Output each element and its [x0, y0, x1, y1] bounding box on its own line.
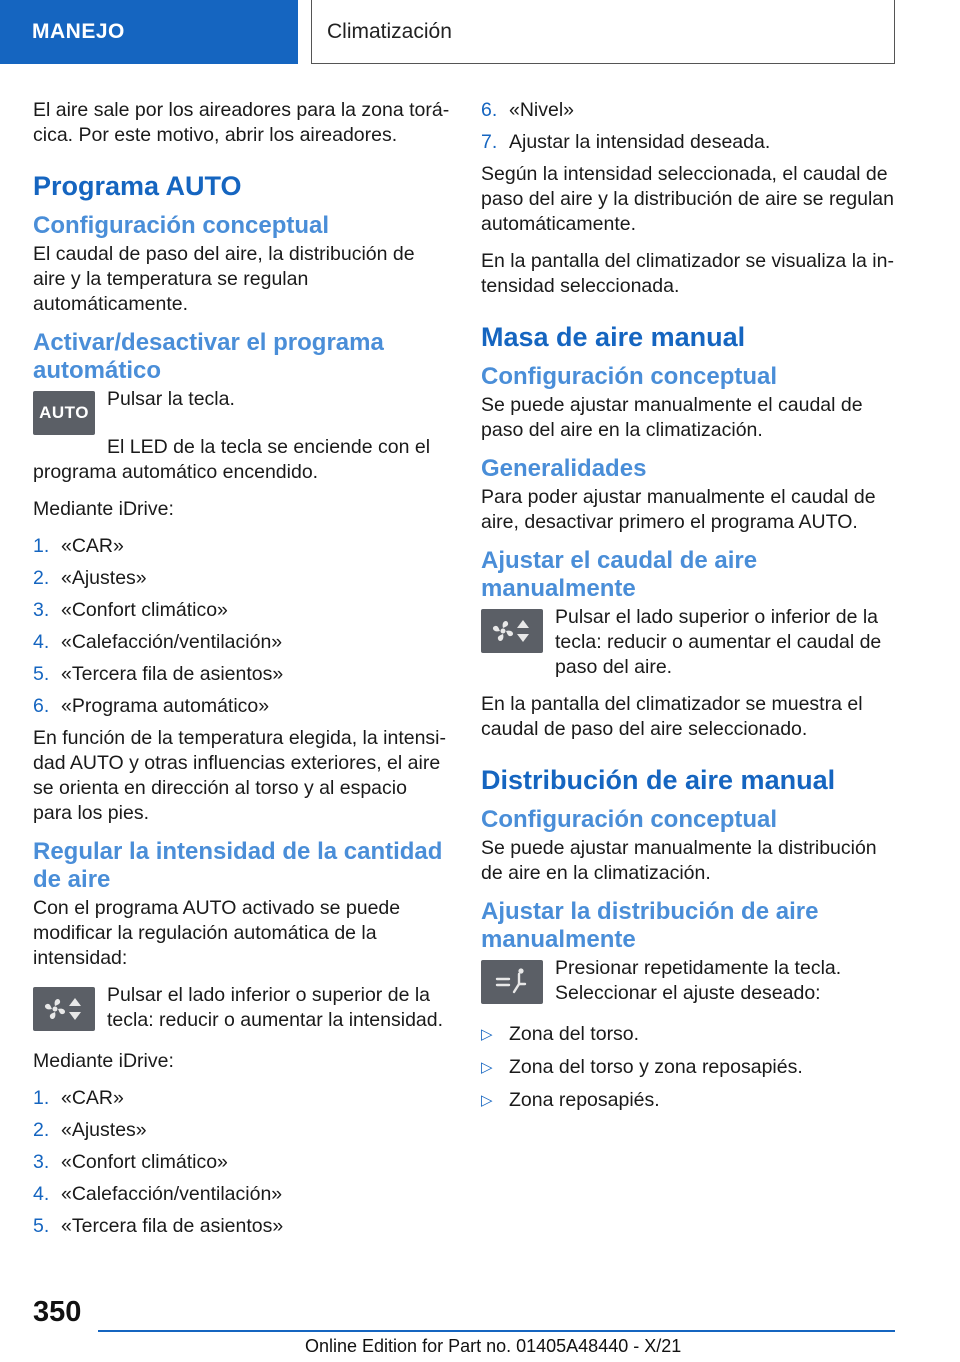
fan-updown-key-icon	[481, 609, 543, 653]
footer-divider	[98, 1330, 895, 1332]
heading-configuracion-2: Configuración conceptual	[481, 806, 778, 833]
list-item: 7. Ajustar la intensidad deseada.	[481, 131, 771, 153]
pantalla-paragraph: En la pantalla del climatizador se visualiza la intensidad seleccionada.	[481, 250, 894, 297]
key-instruction: Pulsar la tecla.	[107, 388, 235, 410]
triangle-bullet-icon: ▷	[481, 1026, 493, 1043]
config2-paragraph: Se puede ajustar manualmente la distribución de aire en la climatización.	[481, 837, 877, 884]
fan-icon	[483, 611, 541, 651]
page-number: 350	[33, 1296, 82, 1328]
triangle-bullet-icon: ▷	[481, 1059, 493, 1076]
fan-icon	[35, 989, 93, 1029]
heading-activar: Activar/desactivar el programa automático	[33, 329, 384, 384]
air-distribution-key-icon	[481, 960, 543, 1004]
idrive-label-2: Mediante iDrive:	[33, 1050, 174, 1072]
auto-key-icon: AUTO	[33, 391, 95, 435]
config-paragraph: El caudal de paso del aire, la distribución de aire y la temperatura se regulan automáticamente.	[33, 243, 415, 315]
caudal-key-instruction: Pulsar el lado superior o inferior de la tecla: reducir o aumentar el caudal de paso del aire.	[555, 606, 882, 678]
heading-distribucion: Distribución de aire manual	[481, 765, 836, 795]
led-paragraph: El LED de la tecla se enciende con el programa automático encendido.	[33, 436, 431, 483]
fan-key-block-2	[481, 605, 901, 680]
heading-configuracion-1: Configuración conceptual	[481, 363, 778, 390]
list-item: 6. «Nivel»	[481, 99, 575, 121]
left-column	[33, 98, 451, 1246]
list-item: 2. «Ajustes»	[33, 567, 147, 589]
list-item: 1. «CAR»	[33, 1087, 124, 1109]
steps-list-1	[33, 534, 451, 719]
heading-ajustar-distribucion: Ajustar la distribución de aire manualmente	[481, 898, 819, 953]
airdist-key-block	[481, 956, 901, 1010]
intro-paragraph: El aire sale por los aireadores para la zona torácica. Por este motivo, abrir los aireadores.	[33, 99, 450, 146]
list-item: 4. «Calefacción/ventilación»	[33, 631, 283, 653]
list-item: ▷ Zona del torso.	[481, 1023, 640, 1045]
edition-note: Online Edition for Part no. 01405A48440 - X/21	[305, 1336, 682, 1356]
steps-list-2	[33, 1086, 451, 1239]
segun-paragraph: Según la intensidad seleccionada, el caudal de paso del aire y la distribución de aire se regulan automáticamente.	[481, 163, 894, 235]
heading-masa-aire: Masa de aire manual	[481, 322, 746, 352]
list-item: 6. «Programa automático»	[33, 695, 270, 717]
air-distribution-icon	[483, 962, 541, 1002]
steps-list-3	[481, 98, 901, 155]
heading-configuracion: Configuración conceptual	[33, 212, 330, 239]
list-item: 2. «Ajustes»	[33, 1119, 147, 1141]
list-item: 1. «CAR»	[33, 535, 124, 557]
auto-key-block	[33, 387, 451, 441]
section-tab: MANEJO	[0, 0, 298, 64]
distribution-options	[481, 1022, 901, 1113]
heading-generalidades: Generalidades	[481, 455, 647, 482]
pantalla2-paragraph: En la pantalla del climatizador se muestra el caudal de paso del aire seleccionado.	[481, 693, 863, 740]
config1-paragraph: Se puede ajustar manualmente el caudal de paso del aire en la climatización.	[481, 394, 863, 441]
fan-key-instruction: Pulsar el lado inferior o superior de la tecla: reducir o aumentar la intensidad.	[107, 984, 444, 1031]
list-item: 4. «Calefacción/ventilación»	[33, 1183, 283, 1205]
right-column	[481, 98, 901, 1121]
chapter-tab: Climatización	[311, 0, 895, 64]
fan-key-block	[33, 983, 451, 1037]
list-item: ▷ Zona reposapiés.	[481, 1089, 660, 1111]
fan-updown-key-icon	[33, 987, 95, 1031]
list-item: 3. «Confort climático»	[33, 599, 228, 621]
heading-regular: Regular la intensidad de la cantidad de aire	[33, 838, 443, 893]
list-item: 5. «Tercera fila de asientos»	[33, 1215, 284, 1237]
list-item: 3. «Confort climático»	[33, 1151, 228, 1173]
heading-programa-auto: Programa AUTO	[33, 171, 242, 201]
heading-ajustar-caudal: Ajustar el caudal de aire manualmente	[481, 547, 758, 602]
list-item: 5. «Tercera fila de asientos»	[33, 663, 284, 685]
general-paragraph: Para poder ajustar manualmente el caudal de aire, desactivar primero el programa AUTO.	[481, 486, 876, 533]
list-item: ▷ Zona del torso y zona reposapiés.	[481, 1056, 803, 1078]
airdist-key-instruction: Presionar repetidamente la tecla. Seleccionar el ajuste deseado:	[555, 957, 842, 1004]
regular-paragraph: Con el programa AUTO activado se puede modificar la regulación automática de la intensidad:	[33, 897, 401, 969]
idrive-label: Mediante iDrive:	[33, 498, 174, 520]
triangle-bullet-icon: ▷	[481, 1092, 493, 1109]
function-paragraph: En función de la temperatura elegida, la intensidad AUTO y otras influencias exteriores, el aire se orienta en dirección al torso y al espacio para los pies.	[33, 727, 447, 824]
